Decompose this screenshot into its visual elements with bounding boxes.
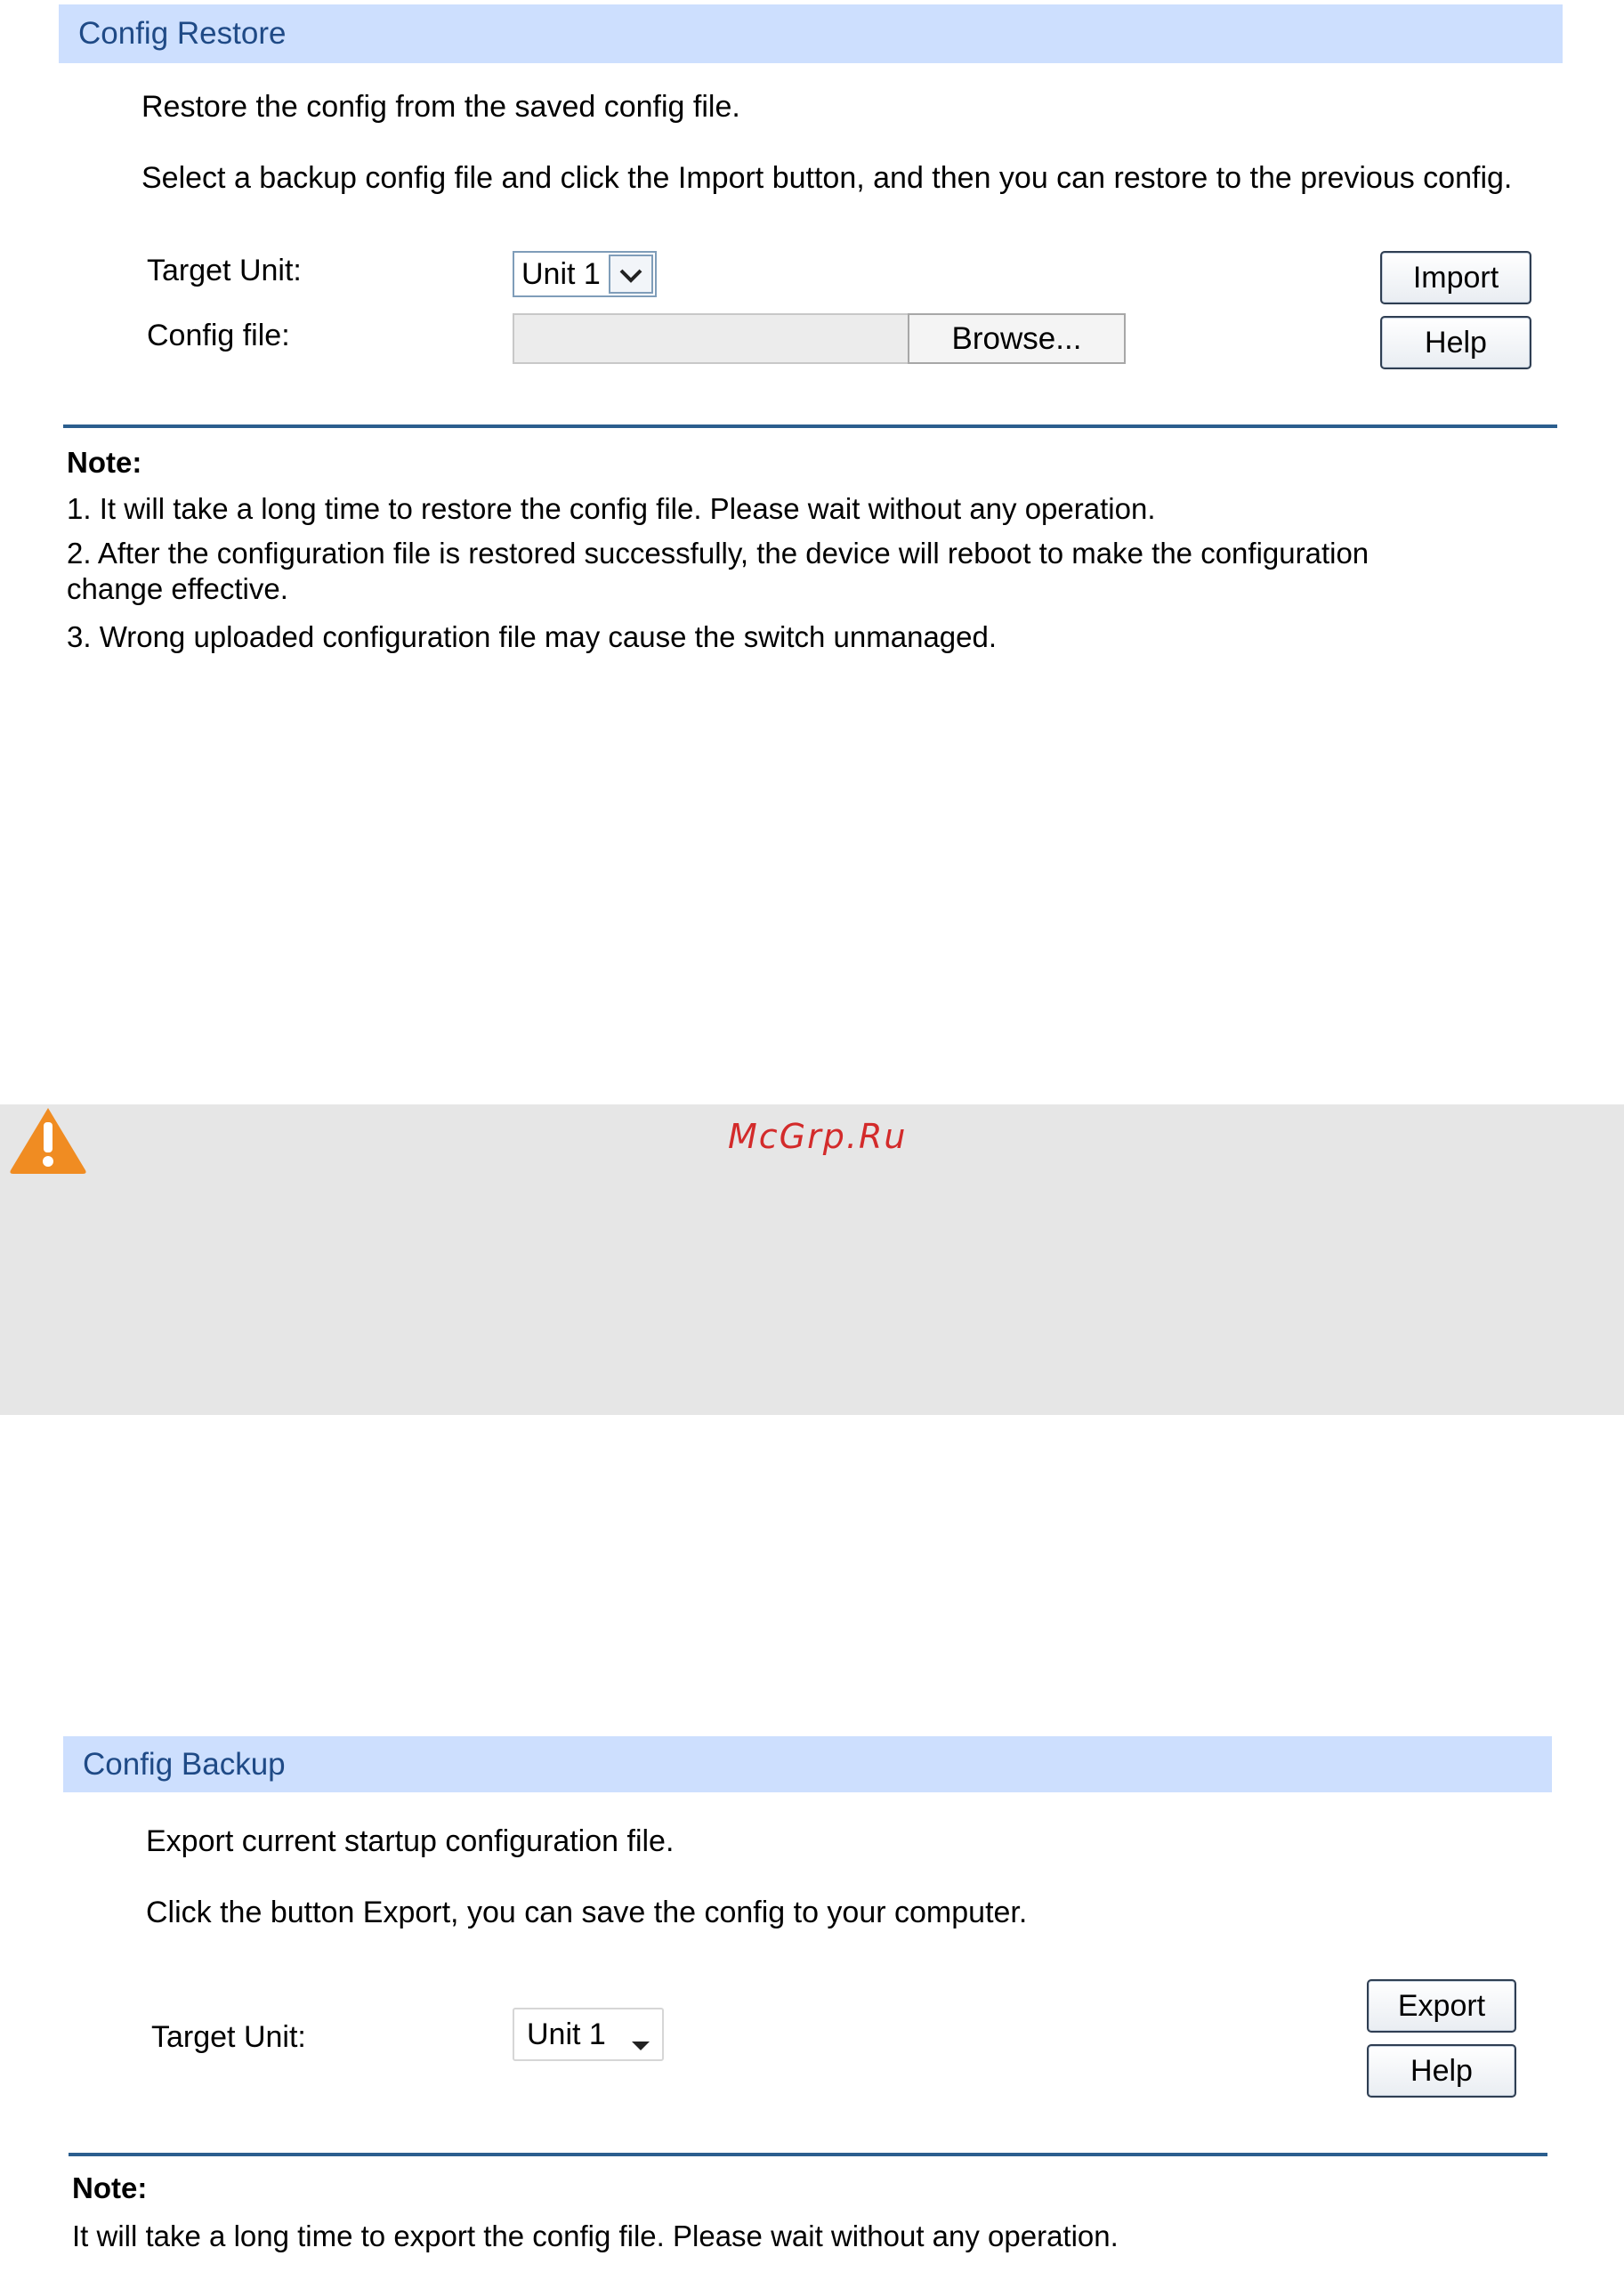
restore-target-unit-select[interactable]: [513, 251, 657, 297]
restore-divider: [63, 424, 1557, 428]
restore-note-title: Note:: [67, 446, 142, 479]
caret-down-icon[interactable]: [628, 2027, 653, 2045]
backup-instructions: Click the button Export, you can save the config to your computer.: [146, 1896, 1028, 1929]
backup-target-unit-value: Unit 1: [527, 2017, 606, 2051]
export-button[interactable]: [1367, 1979, 1516, 2033]
config-file-input[interactable]: [513, 313, 909, 364]
import-button[interactable]: [1380, 251, 1531, 304]
restore-description: Restore the config from the saved config file.: [141, 90, 740, 124]
warning-triangle-icon: [7, 1104, 89, 1176]
backup-description: Export current startup configuration file.: [146, 1824, 675, 1858]
config-backup-title: Config Backup: [83, 1747, 286, 1782]
restore-note-item: 2. After the configuration file is restored successfully, the device will reboot to make the configuration: [67, 537, 1369, 570]
backup-help-button[interactable]: [1367, 2044, 1516, 2098]
restore-help-button-label: Help: [1425, 326, 1487, 360]
restore-target-unit-label: Target Unit:: [147, 254, 302, 287]
chevron-down-icon[interactable]: [609, 255, 653, 294]
browse-button[interactable]: [908, 313, 1126, 364]
backup-target-unit-label: Target Unit:: [151, 2020, 306, 2054]
backup-help-button-label: Help: [1410, 2054, 1473, 2088]
import-button-label: Import: [1412, 261, 1499, 295]
restore-note-item: 1. It will take a long time to restore the config file. Please wait without any operation.: [67, 492, 1156, 525]
browse-button-label: Browse...: [951, 321, 1082, 356]
restore-instructions: Select a backup config file and click the Import button, and then you can restore to the previous config.: [141, 161, 1513, 195]
restore-target-unit-value: Unit 1: [521, 257, 601, 291]
restore-help-button[interactable]: [1380, 316, 1531, 369]
backup-note-title: Note:: [72, 2171, 148, 2204]
backup-divider: [69, 2153, 1547, 2156]
backup-target-unit-select[interactable]: [513, 2008, 664, 2061]
config-restore-header: [59, 4, 1563, 63]
config-backup-header: [63, 1736, 1552, 1792]
config-restore-title: Config Restore: [78, 16, 287, 51]
restore-note-item: change effective.: [67, 572, 288, 605]
watermark-text: McGrp.Ru: [728, 1117, 908, 1156]
export-button-label: Export: [1397, 1989, 1486, 2023]
backup-note-item: It will take a long time to export the config file. Please wait without any operation.: [72, 2219, 1119, 2252]
restore-note-item: 3. Wrong uploaded configuration file may cause the switch unmanaged.: [67, 620, 998, 653]
restore-config-file-label: Config file:: [147, 319, 290, 352]
